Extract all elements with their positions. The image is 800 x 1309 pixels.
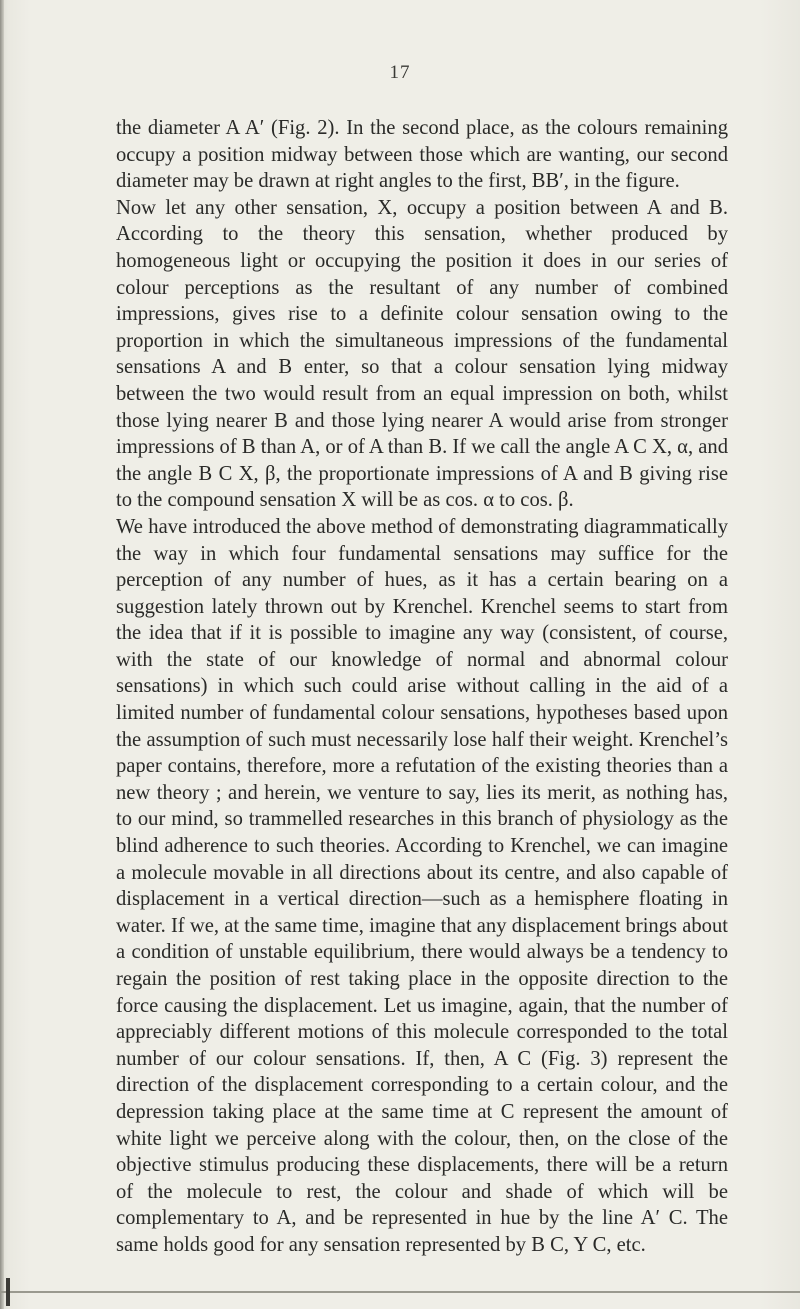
paragraph-sensation-x: Now let any other sensation, X, occupy a position between A and B. According to the theory this sensation, whether produced by homogeneous light or occupying the position it does in our series of colour perceptions as the resultant of any number of combined impressions, gives rise to a definite colour sensation owing to the proportion in which the simultaneous impressions of the fundamental sensations A and B enter, so that a colour sensation lying midway between the two would result from an equal impression on both, whilst those lying nearer B and those lying nearer A would arise from stronger impressions of B than A, or of A than B. If we call the angle A C X, α, and the angle B C X, β, the proportionate impressions of A and B giving rise to the compound sensation X will be as cos. α to cos. β. [116, 196, 728, 512]
bottom-edge-mark [6, 1278, 10, 1306]
paragraph-krenchel: We have introduced the above method of demonstrating diagrammatically the way in which four fundamental sensations may suffice for the perception of any number of hues, as it has a certain bearing on a suggestion lately thrown out by Krenchel. Krenchel seems to start from the idea that if it is possible to imagine any way (consistent, of course, with the state of our knowledge of normal and abnormal colour sensations) in which such could arise without calling in the aid of a limited number of fundamental colour sensations, hypotheses based upon the assumption of such must necessarily lose half their weight. Krenchel’s paper contains, therefore, more a refutation of the existing theories than a new theory ; and herein, we venture to say, lies its merit, as nothing has, to our mind, so trammelled researches in this branch of physiology as the blind adherence to such theories. According to Krenchel, we can imagine a molecule movable in all directions about its centre, and also capable of displacement in a vertical direction—such as a hemisphere floating in water. If we, at the same time, imagine that any displacement brings about a condition of unstable equilibrium, there would always be a tendency to regain the position of rest taking place in the opposite direction to the force causing the displacement. Let us imagine, again, that the number of appreciably different motions of this molecule corresponded to the total number of our colour sensations. If, then, A C (Fig. 3) represent the direction of the displacement corresponding to a certain colour, and the depression taking place at the same time at C represent the amount of white light we perceive along with the colour, then, on the close of the objective stimulus producing these displacements, there will be a return of the molecule to rest, the colour and shade of which will be complementary to A, and be represented in hue by the line A′ C. The same holds good for any sensation represented by B C, Y C, etc. [116, 515, 728, 1256]
body-text [116, 115, 728, 1259]
paragraph-continuation: the diameter A A′ (Fig. 2). In the second place, as the colours remaining occupy a position midway between those which are wanting, our second diameter may be drawn at right angles to the first, BB′, in the figure. [116, 117, 728, 193]
page-number: 17 [389, 62, 411, 83]
binding-edge [0, 0, 4, 1309]
bottom-rule [0, 1291, 800, 1293]
